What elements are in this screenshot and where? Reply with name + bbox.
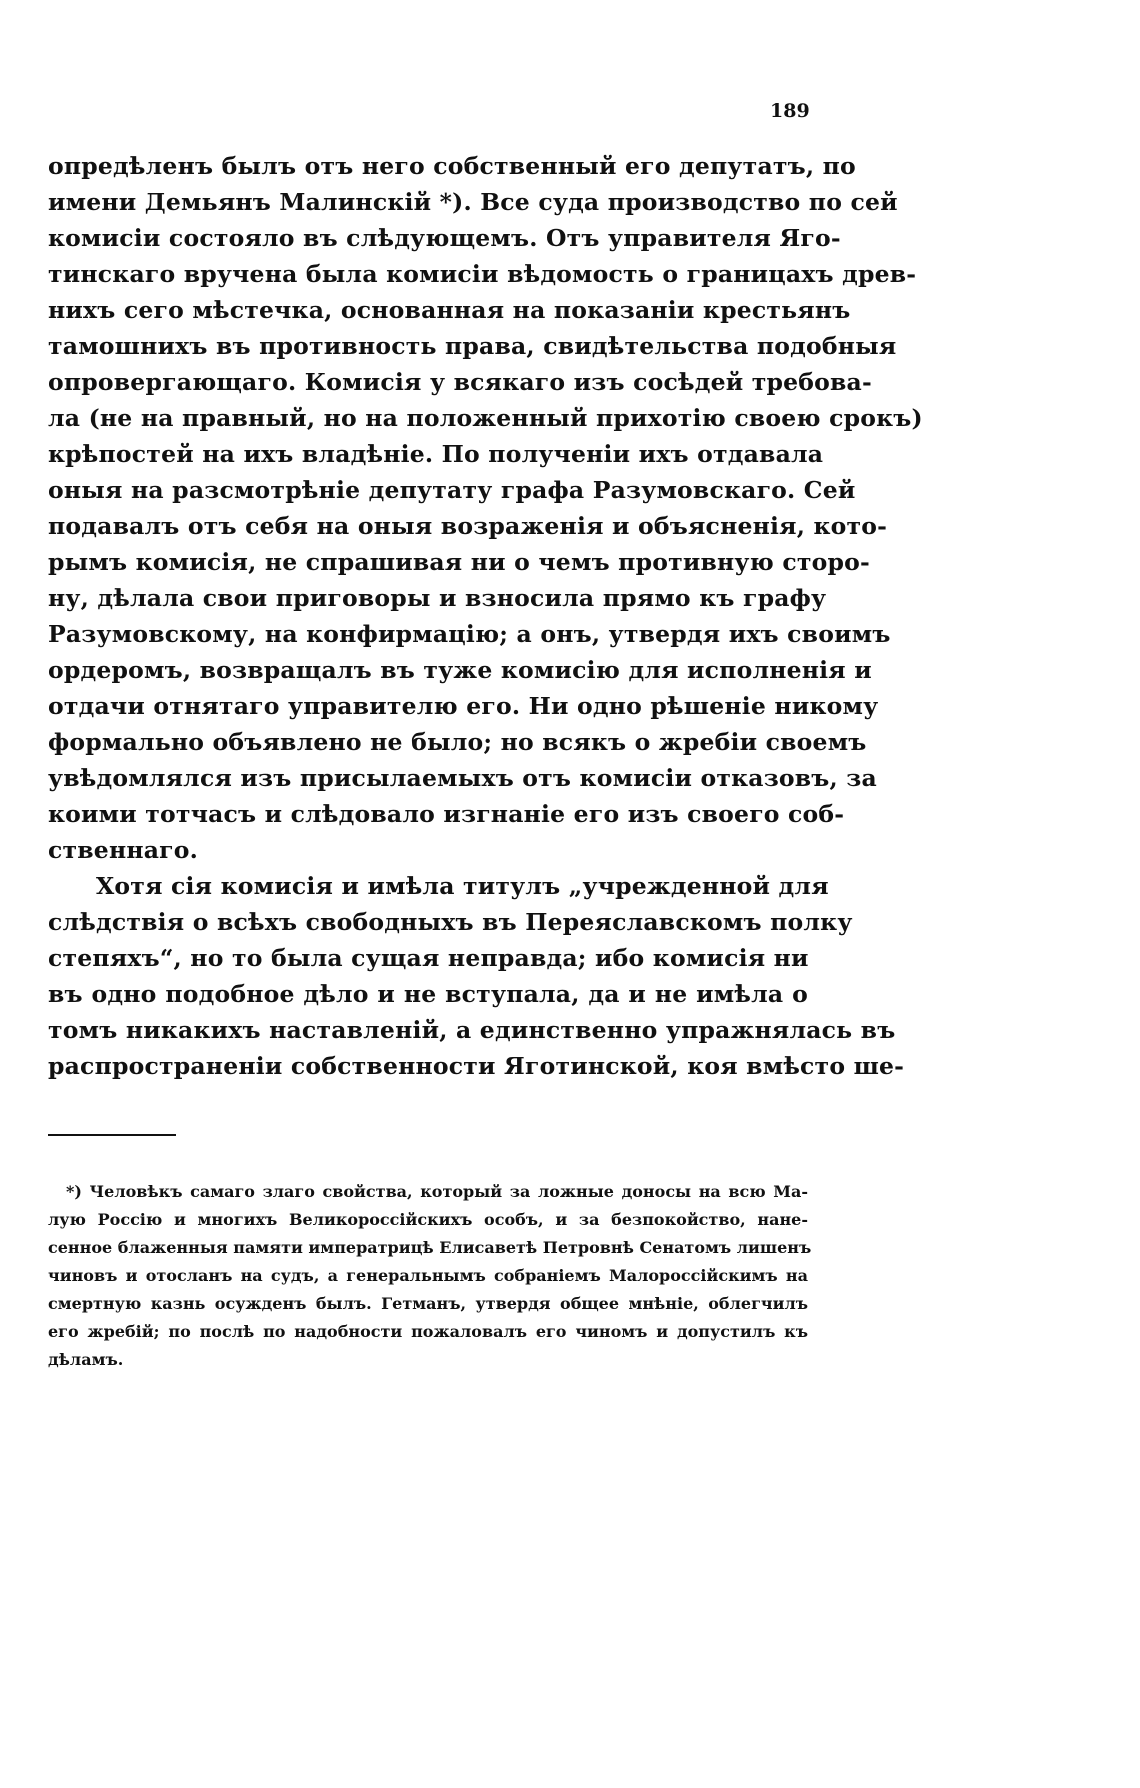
- main-text: [48, 148, 923, 1084]
- text-line: тамошнихъ въ противность права, свидѣтельства подобныя: [48, 332, 897, 360]
- footnote-line: смертную казнь осужденъ былъ. Гетманъ, утвердя общее мнѣніе, облегчилъ: [48, 1294, 808, 1313]
- text-line: тинскаго вручена была комисіи вѣдомость о границахъ древ-: [48, 260, 917, 288]
- text-line: опровергающаго. Комисія у всякаго изъ сосѣдей требова-: [48, 368, 872, 396]
- text-line: Хотя сія комисія и имѣла титулъ „учрежденной для: [96, 872, 829, 900]
- page-number: 189: [770, 100, 810, 122]
- text-line: Разумовскому, на конфирмацію; а онъ, утвердя ихъ своимъ: [48, 620, 891, 648]
- text-line: крѣпостей на ихъ владѣніе. По полученіи ихъ отдавала: [48, 440, 824, 468]
- text-line: томъ никакихъ наставленій, а единственно упражнялась въ: [48, 1016, 896, 1044]
- text-line: формально объявлено не было; но всякъ о жребіи своемъ: [48, 728, 867, 756]
- text-line: комисіи состояло въ слѣдующемъ. Отъ управителя Яго-: [48, 224, 841, 252]
- text-line: опредѣленъ былъ отъ него собственный его депутатъ, по: [48, 152, 856, 180]
- footnote-line: сенное блаженныя памяти императрицѣ Елисаветѣ Петровнѣ Сенатомъ лишенъ: [48, 1238, 812, 1257]
- text-line: рымъ комисія, не спрашивая ни о чемъ противную сторо-: [48, 548, 870, 576]
- text-line: слѣдствія о всѣхъ свободныхъ въ Переяславскомъ полку: [48, 908, 853, 936]
- text-line: ну, дѣлала свои приговоры и взносила прямо къ графу: [48, 584, 827, 612]
- footnote-divider: [48, 1134, 176, 1136]
- text-line: имени Демьянъ Малинскій *). Все суда производство по сей: [48, 188, 898, 216]
- text-line: увѣдомлялся изъ присылаемыхъ отъ комисіи отказовъ, за: [48, 764, 877, 792]
- text-line: оныя на разсмотрѣніе депутату графа Разумовскаго. Сей: [48, 476, 856, 504]
- text-line: распространеніи собственности Яготинской, коя вмѣсто ше-: [48, 1052, 905, 1080]
- text-line: ла (не на правный, но на положенный прихотію своею срокъ): [48, 404, 923, 432]
- footnote-line: лую Россію и многихъ Великороссійскихъ особъ, и за безпокойство, нане-: [48, 1210, 808, 1229]
- text-line: коими тотчасъ и слѣдовало изгнаніе его изъ своего соб-: [48, 800, 845, 828]
- text-line: нихъ сего мѣстечка, основанная на показаніи крестьянъ: [48, 296, 851, 324]
- text-line: ордеромъ, возвращалъ въ туже комисію для исполненія и: [48, 656, 872, 684]
- footnote-line: чиновъ и отосланъ на судъ, а генеральнымъ собраніемъ Малороссійскимъ на: [48, 1266, 808, 1285]
- text-line: подавалъ отъ себя на оныя возраженія и объясненія, кото-: [48, 512, 888, 540]
- footnote-line: дѣламъ.: [48, 1350, 124, 1369]
- footnote-line: *) Человѣкъ самаго злаго свойства, который за ложные доносы на всю Ма-: [66, 1182, 808, 1201]
- text-line: ственнаго.: [48, 836, 199, 864]
- footnote-line: его жребій; по послѣ по надобности пожаловалъ его чиномъ и допустилъ къ: [48, 1322, 808, 1341]
- text-line: отдачи отнятаго управителю его. Ни одно рѣшеніе никому: [48, 692, 879, 720]
- text-line: въ одно подобное дѣло и не вступала, да и не имѣла о: [48, 980, 808, 1008]
- footnote: [48, 1178, 812, 1374]
- text-line: степяхъ“, но то была сущая неправда; ибо комисія ни: [48, 944, 809, 972]
